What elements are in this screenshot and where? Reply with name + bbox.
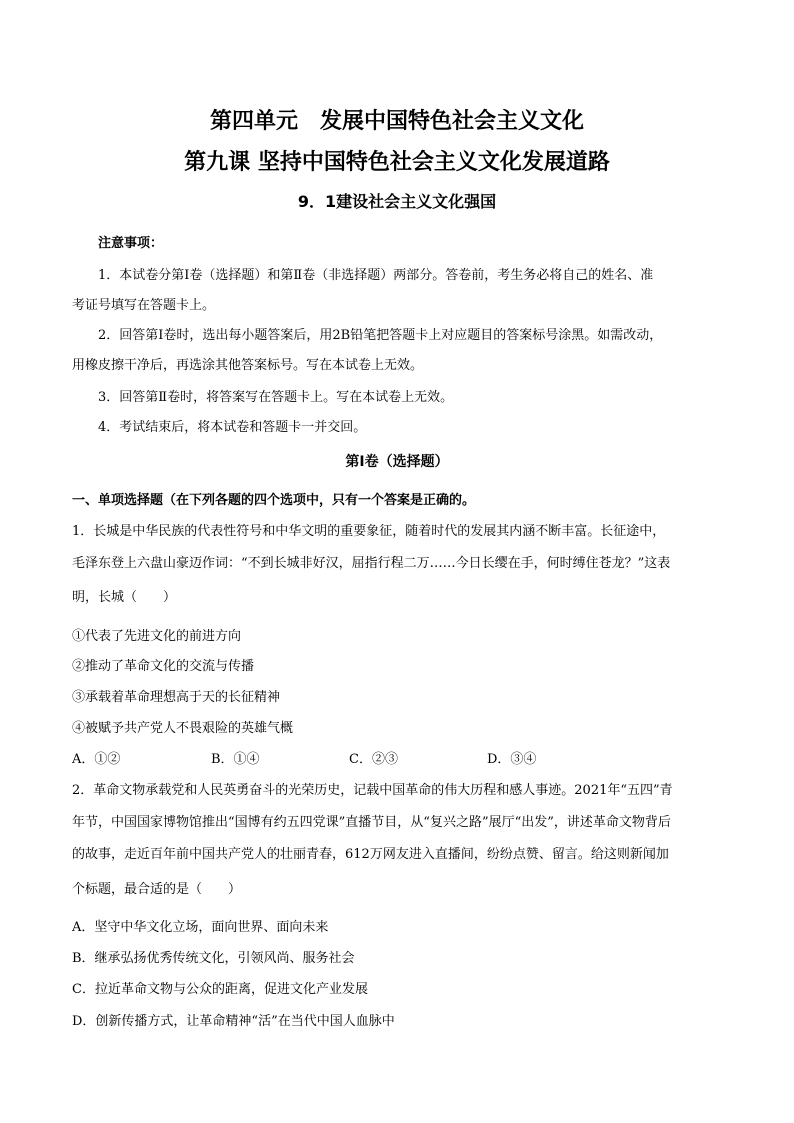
q2-stem-line: 2．革命文物承载党和人民英勇奋斗的光荣历史，记载中国革命的伟大历程和感人事迹。2021年“五四”青 [72, 783, 673, 798]
q1-statement: ③承载着革命理想高于天的长征精神 [72, 690, 281, 705]
q1-option-c: C．②③ [349, 752, 398, 767]
q1-option-a: A．①② [72, 752, 121, 767]
q2-option-d: D．创新传播方式，让革命精神“活”在当代中国人血脉中 [72, 1014, 395, 1029]
notice-line: 用橡皮擦干净后，再选涂其他答案标号。写在本试卷上无效。 [72, 358, 424, 373]
notice-line: 考证号填写在答题卡上。 [72, 298, 216, 313]
part1-title: 第Ⅰ卷（选择题） [345, 454, 449, 470]
q1-stem-line: 毛泽东登上六盘山豪迈作词：“不到长城非好汉，屈指行程二万……今日长缨在手，何时缚住苍龙？”这表 [72, 556, 671, 571]
q1-stem-line: 1．长城是中华民族的代表性符号和中华文明的重要象征，随着时代的发展其内涵不断丰富。长征途中， [72, 524, 666, 539]
lesson-title: 第九课 坚持中国特色社会主义文化发展道路 [184, 150, 610, 175]
q2-stem-line: 个标题，最合适的是（ ） [72, 882, 242, 897]
q2-stem-line: 年节，中国国家博物馆推出“国博有约五四党课”直播节目，从“复兴之路”展厅“出发”，讲述革命文物背后 [72, 815, 671, 830]
q1-stem-line: 明，长城（ ） [72, 590, 177, 605]
unit-title: 第四单元 发展中国特色社会主义文化 [209, 109, 584, 134]
q1-option-d: D．③④ [487, 752, 537, 767]
q2-option-a: A．坚守中华文化立场，面向世界、面向未来 [72, 920, 329, 935]
notice-heading: 注意事项： [98, 236, 164, 251]
notice-line: 2．回答第Ⅰ卷时，选出每小题答案后，用2B铅笔把答题卡上对应题目的答案标号涂黑。如需改动， [98, 328, 663, 343]
q2-option-b: B．继承弘扬优秀传统文化，引领风尚、服务社会 [72, 951, 355, 966]
q2-stem-line: 的故事，走近百年前中国共产党人的壮丽青春，612万网友进入直播间，纷纷点赞、留言。给这则新闻加 [72, 847, 669, 862]
notice-line: 3．回答第Ⅱ卷时，将答案写在答题卡上。写在本试卷上无效。 [98, 390, 454, 405]
section-title: 9．1建设社会主义文化强国 [297, 192, 497, 211]
section-heading: 一、单项选择题（在下列各题的四个选项中，只有一个答案是正确的。 [72, 493, 476, 508]
q1-statement: ④被赋予共产党人不畏艰险的英雄气概 [72, 721, 294, 736]
q1-option-b: B．①④ [211, 752, 260, 767]
q1-statement: ②推动了革命文化的交流与传播 [72, 659, 255, 674]
notice-line: 4．考试结束后，将本试卷和答题卡一并交回。 [98, 420, 367, 435]
notice-line: 1．本试卷分第Ⅰ卷（选择题）和第Ⅱ卷（非选择题）两部分。答卷前，考生务必将自己的姓名、准 [98, 268, 654, 283]
q2-option-c: C．拉近革命文物与公众的距离，促进文化产业发展 [72, 982, 368, 997]
q1-statement: ①代表了先进文化的前进方向 [72, 629, 242, 644]
